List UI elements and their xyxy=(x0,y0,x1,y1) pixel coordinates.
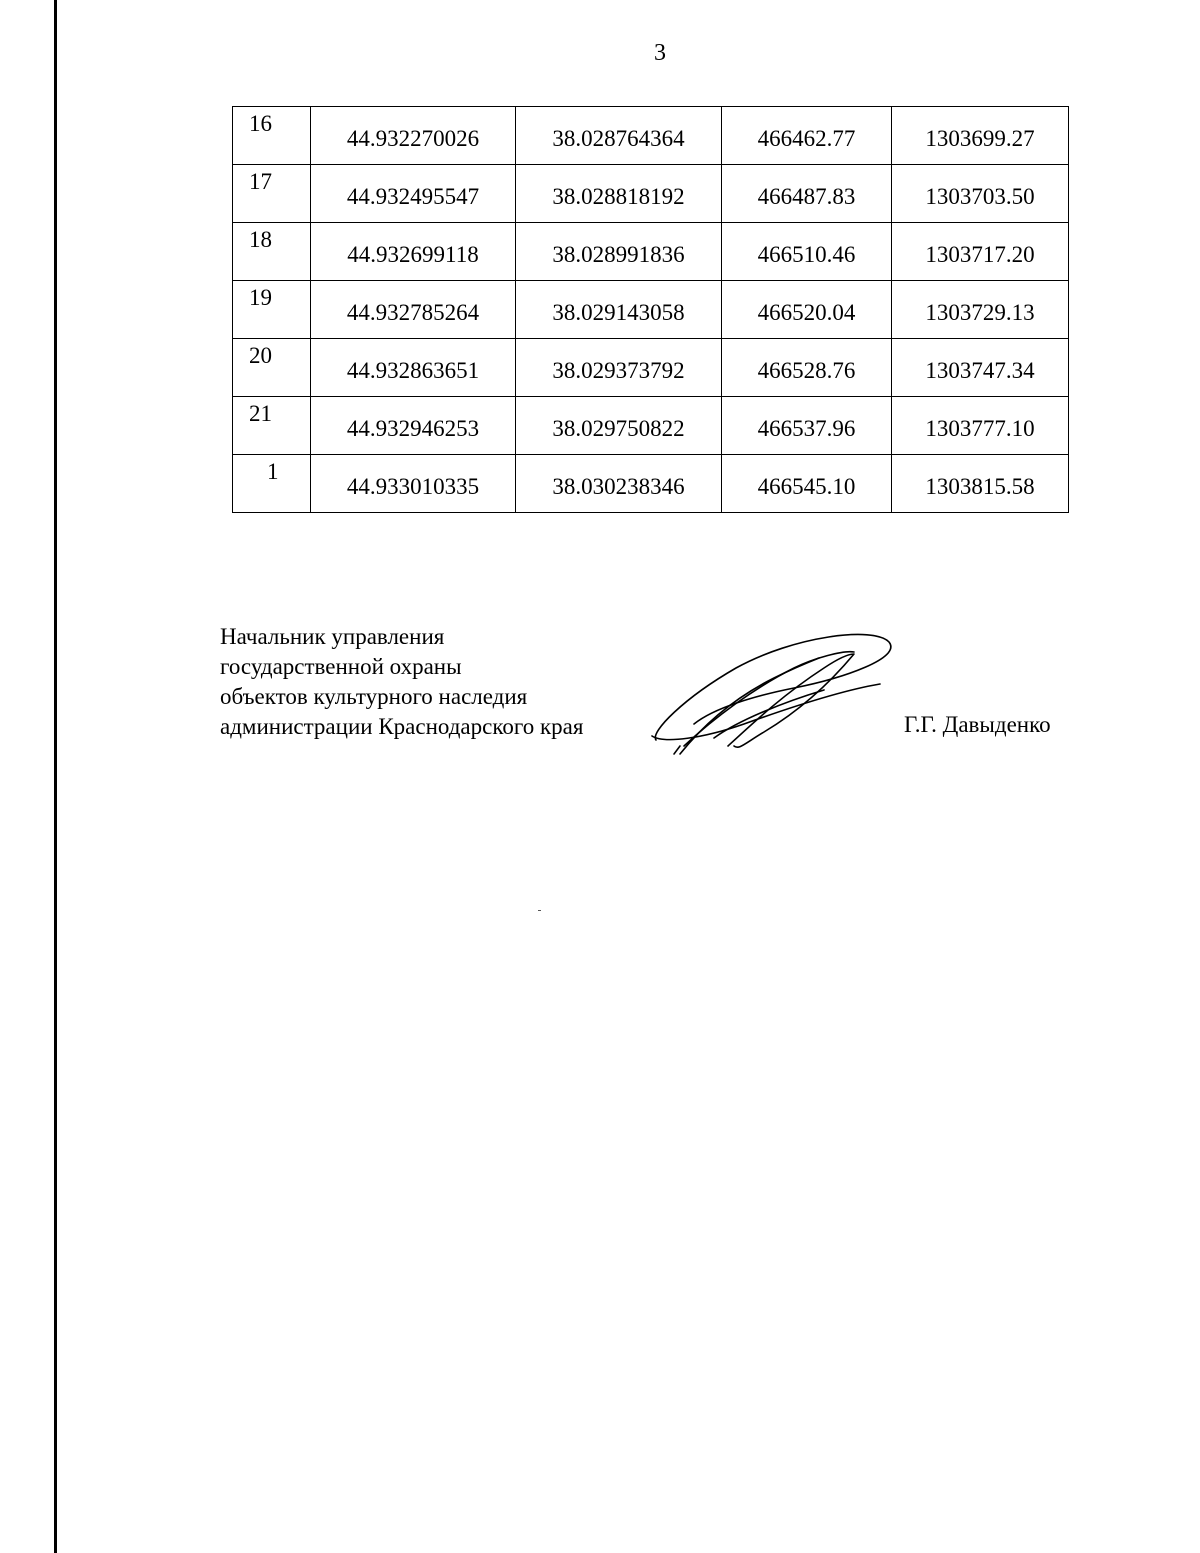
y-coordinate-cell: 1303815.58 xyxy=(892,455,1069,513)
point-number-cell xyxy=(233,107,311,165)
table-row xyxy=(233,339,1069,397)
table-row xyxy=(233,455,1069,513)
page-number: 3 xyxy=(654,40,666,66)
x-coordinate-cell: 466487.83 xyxy=(722,165,892,223)
table-row xyxy=(233,397,1069,455)
table-row xyxy=(233,281,1069,339)
longitude-cell: 38.030238346 xyxy=(516,455,722,513)
y-coordinate-cell: 1303777.10 xyxy=(892,397,1069,455)
signer-title-line: Начальник управления xyxy=(220,624,445,649)
point-number-cell xyxy=(233,165,311,223)
signer-title-line: объектов культурного наследия xyxy=(220,684,528,709)
scan-speck xyxy=(538,910,541,911)
longitude-cell: 38.029373792 xyxy=(516,339,722,397)
longitude-cell: 38.028818192 xyxy=(516,165,722,223)
signer-title-line: государственной охраны xyxy=(220,654,462,679)
page-left-border xyxy=(54,0,57,1553)
point-number: 19 xyxy=(249,285,272,310)
point-number: 1 xyxy=(267,459,279,484)
x-coordinate-cell: 466537.96 xyxy=(722,397,892,455)
longitude-cell: 38.028764364 xyxy=(516,107,722,165)
coordinates-table xyxy=(232,106,1069,513)
x-coordinate-cell: 466520.04 xyxy=(722,281,892,339)
point-number: 20 xyxy=(249,343,272,368)
point-number-cell xyxy=(233,455,311,513)
longitude-cell: 38.029143058 xyxy=(516,281,722,339)
point-number-cell xyxy=(233,223,311,281)
y-coordinate-cell: 1303729.13 xyxy=(892,281,1069,339)
point-number-cell xyxy=(233,397,311,455)
signer-title-line: администрации Краснодарского края xyxy=(220,714,584,739)
latitude-cell: 44.932270026 xyxy=(311,107,516,165)
signer-title xyxy=(220,622,583,742)
x-coordinate-cell: 466462.77 xyxy=(722,107,892,165)
table-row xyxy=(233,165,1069,223)
latitude-cell: 44.932946253 xyxy=(311,397,516,455)
x-coordinate-cell: 466510.46 xyxy=(722,223,892,281)
x-coordinate-cell: 466545.10 xyxy=(722,455,892,513)
y-coordinate-cell: 1303699.27 xyxy=(892,107,1069,165)
point-number: 18 xyxy=(249,227,272,252)
point-number: 17 xyxy=(249,169,272,194)
point-number-cell xyxy=(233,339,311,397)
point-number-cell xyxy=(233,281,311,339)
latitude-cell: 44.932785264 xyxy=(311,281,516,339)
handwritten-signature xyxy=(644,628,894,758)
latitude-cell: 44.932495547 xyxy=(311,165,516,223)
point-number: 16 xyxy=(249,111,272,136)
latitude-cell: 44.932863651 xyxy=(311,339,516,397)
table-row xyxy=(233,223,1069,281)
signer-name: Г.Г. Давыденко xyxy=(904,712,1051,737)
latitude-cell: 44.933010335 xyxy=(311,455,516,513)
latitude-cell: 44.932699118 xyxy=(311,223,516,281)
longitude-cell: 38.029750822 xyxy=(516,397,722,455)
y-coordinate-cell: 1303747.34 xyxy=(892,339,1069,397)
y-coordinate-cell: 1303703.50 xyxy=(892,165,1069,223)
x-coordinate-cell: 466528.76 xyxy=(722,339,892,397)
longitude-cell: 38.028991836 xyxy=(516,223,722,281)
y-coordinate-cell: 1303717.20 xyxy=(892,223,1069,281)
table-row xyxy=(233,107,1069,165)
point-number: 21 xyxy=(249,401,272,426)
